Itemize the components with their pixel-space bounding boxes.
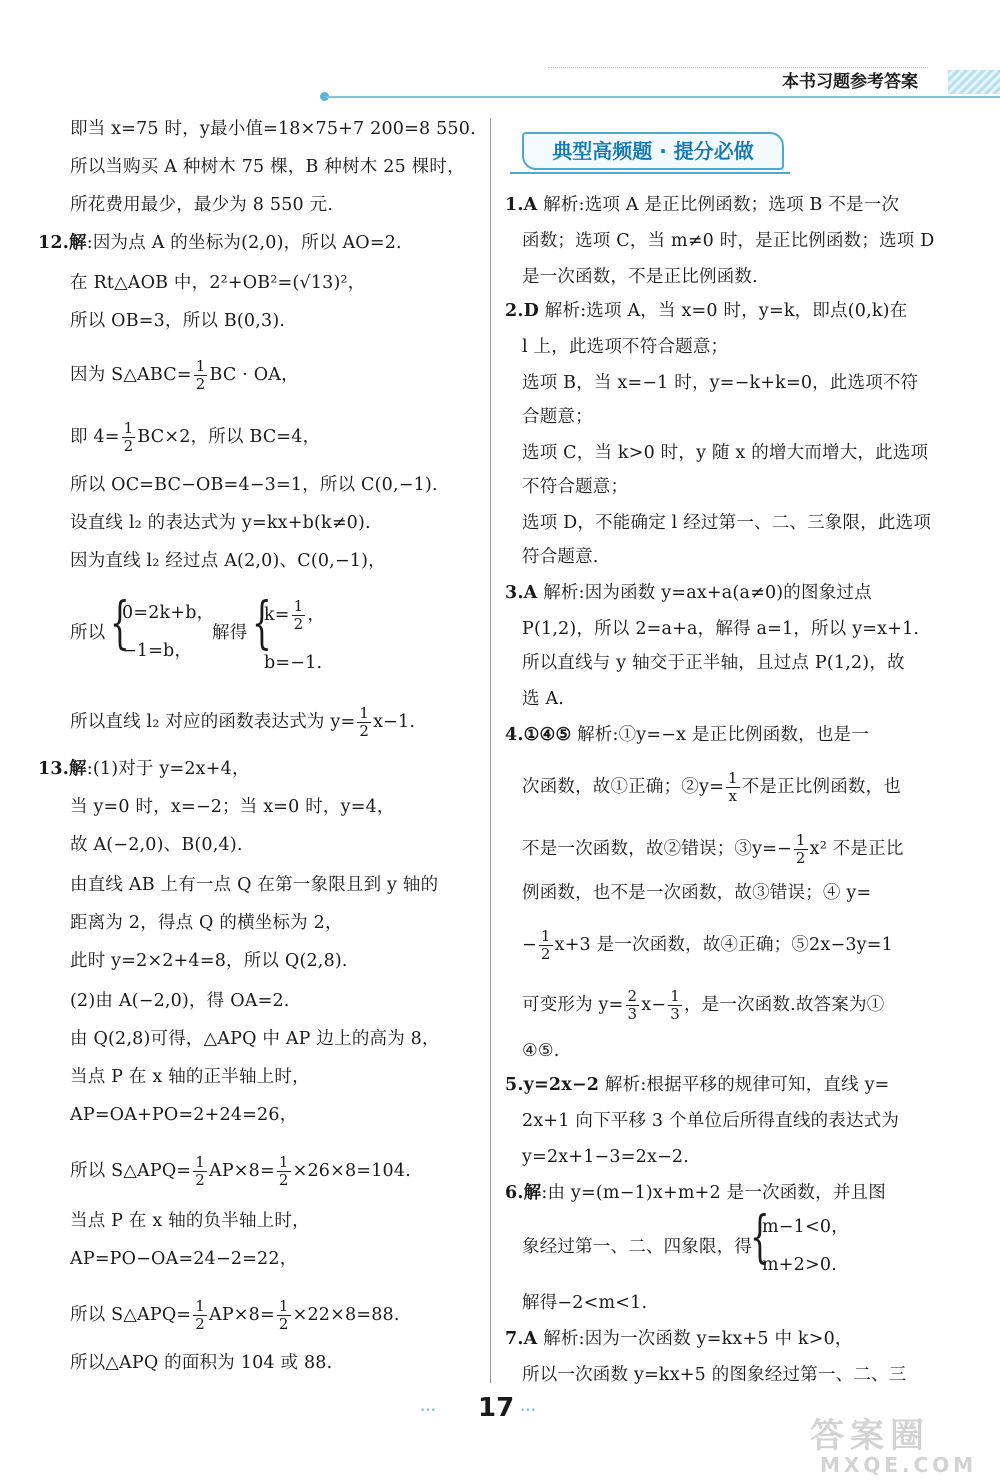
question-3-line: 3.A 解析:因为函数 y=ax+a(a≠0)的图象过点	[505, 583, 872, 603]
section-title: 典型高频题 · 提分必做	[522, 132, 784, 170]
fraction: $\frac{1}{2}$	[540, 927, 551, 963]
column-divider	[490, 118, 491, 1383]
question-number: 12.解	[38, 233, 87, 253]
right-line: 不符合题意；	[522, 477, 629, 497]
left-line: AP=OA+PO=2+24=26，	[70, 1105, 298, 1125]
equation-line: b=−1.	[264, 653, 323, 673]
header-rule	[325, 96, 1000, 98]
left-line: 即 4= $\frac{1}{2}$ BC×2，所以 BC=4，	[70, 419, 321, 455]
left-line: 当点 P 在 x 轴的正半轴上时，	[70, 1067, 310, 1087]
right-line: 选项 D，不能确定 l 经过第一、二、三象限，此选项	[522, 513, 932, 533]
right-line: 2x+1 向下平移 3 个单位后所得直线的表达式为	[522, 1111, 900, 1131]
right-line: 符合题意.	[522, 547, 599, 567]
question-2-line: 2.D 解析:选项 A，当 x=0 时，y=k，即点(0,k)在	[505, 301, 908, 321]
right-line: 选项 B，当 x=−1 时，y=−k+k=0，此选项不符	[522, 373, 919, 393]
page-number: 17	[478, 1393, 515, 1423]
right-line: 所以一次函数 y=kx+5 的图象经过第一、二、三	[522, 1365, 907, 1385]
equation-brace: {	[750, 1205, 770, 1270]
equation-brace: {	[252, 591, 272, 656]
equation-line: 0=2k+b，	[122, 603, 215, 623]
left-line: 所以当购买 A 种树木 75 棵，B 种树木 25 棵时，	[70, 157, 465, 177]
header-title: 本书习题参考答案	[782, 72, 918, 92]
left-line: 所以 OB=3，所以 B(0,3).	[70, 311, 286, 331]
left-line: 距离为 2，得点 Q 的横坐标为 2，	[70, 913, 343, 933]
left-line: 所以	[70, 623, 106, 643]
left-line: 由 Q(2,8)可得，△APQ 中 AP 边上的高为 8，	[70, 1029, 440, 1049]
right-line: 选 A.	[522, 689, 565, 709]
fraction: $\frac{1}{2}$	[359, 704, 370, 740]
fraction: $\frac{2}{3}$	[627, 987, 638, 1023]
question-13-line: 13.解:(1)对于 y=2x+4，	[38, 759, 250, 779]
left-line: 所以 OC=BC−OB=4−3=1，所以 C(0,−1).	[70, 475, 438, 495]
page-number-decoration: •••	[520, 1406, 536, 1416]
question-1-line: 1.A 解析:选项 A 是正比例函数；选项 B 不是一次	[505, 195, 900, 215]
question-7-line: 7.A 解析:因为一次函数 y=kx+5 中 k>0，	[505, 1329, 853, 1349]
left-line: 在 Rt△AOB 中，2²+OB²=(√13)²，	[70, 273, 366, 293]
left-line: 此时 y=2×2+4=8，所以 Q(2,8).	[70, 951, 348, 971]
question-4-line: 4.①④⑤ 解析:①y=−x 是正比例函数，也是一	[505, 725, 869, 745]
right-line: 次函数，故①正确；②y= $\frac{1}{x}$ 不是正比例函数，也	[522, 769, 902, 805]
right-line: 合题意；	[522, 407, 593, 427]
equation-brace: {	[110, 591, 130, 656]
left-line: 故 A(−2,0)、B(0,4).	[70, 835, 243, 855]
question-5-line: 5.y=2x−2 解析:根据平移的规律可知，直线 y=	[505, 1075, 890, 1095]
left-line: 当 y=0 时，x=−2；当 x=0 时，y=4，	[70, 797, 395, 817]
fraction: $\frac{1}{2}$	[123, 419, 134, 455]
left-line: (2)由 A(−2,0)，得 OA=2.	[70, 991, 290, 1011]
left-line: 因为 S△ABC= $\frac{1}{2}$ BC · OA，	[70, 357, 299, 393]
left-line: 所花费用最少，最少为 8 550 元.	[70, 195, 334, 215]
section-underline	[510, 172, 790, 174]
right-line: 不是一次函数，故②错误；③y=− $\frac{1}{2}$ x² 不是正比	[522, 831, 904, 867]
left-line: 因为直线 l₂ 经过点 A(2,0)、C(0,−1)，	[70, 551, 386, 571]
right-line: 所以直线与 y 轴交于正半轴，且过点 P(1,2)，故	[522, 653, 905, 673]
right-line: y=2x+1−3=2x−2.	[522, 1147, 689, 1167]
watermark-logo: 答案圈 MXQE.COM	[810, 1416, 978, 1477]
right-line: − $\frac{1}{2}$ x+3 是一次函数，故④正确；⑤2x−3y=1	[522, 927, 893, 963]
right-line: 是一次函数，不是正比例函数.	[522, 267, 758, 287]
equation-line: k= $\frac{1}{2}$ ，	[264, 597, 326, 633]
right-line: P(1,2)，所以 2=a+a，解得 a=1，所以 y=x+1.	[522, 619, 920, 639]
fraction: $\frac{1}{2}$	[195, 1297, 205, 1333]
question-number: 13.解	[38, 759, 87, 779]
left-line: 由直线 AB 上有一点 Q 在第一象限且到 y 轴的	[70, 875, 439, 895]
right-line: 选项 C，当 k>0 时，y 随 x 的增大而增大，此选项	[522, 443, 929, 463]
left-line: 设直线 l₂ 的表达式为 y=kx+b(k≠0).	[70, 513, 371, 533]
left-line: 所以直线 l₂ 对应的函数表达式为 y= $\frac{1}{2}$ x−1.	[70, 704, 416, 740]
fraction: $\frac{1}{2}$	[278, 1153, 289, 1189]
right-line: 解得−2<m<1.	[522, 1293, 648, 1313]
right-line: l 上，此选项不符合题意；	[522, 337, 729, 357]
header-stripe-decoration	[948, 70, 1000, 94]
right-line: 可变形为 y= $\frac{2}{3}$ x− $\frac{1}{3}$ ，是一次函数.故答案为①	[522, 987, 885, 1023]
equation-line: −1=b，	[122, 641, 193, 661]
left-line: AP=PO−OA=24−2=22，	[70, 1249, 298, 1269]
equation-line: m−1<0，	[762, 1217, 849, 1237]
fraction: $\frac{1}{2}$	[195, 1153, 205, 1189]
right-line: 函数；选项 C，当 m≠0 时，是正比例函数；选项 D	[522, 231, 935, 251]
question-6-line: 6.解:由 y=(m−1)x+m+2 是一次函数，并且图	[505, 1183, 886, 1203]
question-12-line: 12.解:因为点 A 的坐标为(2,0)，所以 AO=2.	[38, 233, 402, 253]
fraction: $\frac{1}{x}$	[727, 769, 738, 805]
right-line: 例函数，也不是一次函数，故③错误；④ y=	[522, 883, 872, 903]
fraction: $\frac{1}{2}$	[278, 1297, 289, 1333]
equation-line: m+2>0.	[762, 1255, 837, 1275]
left-line: 所以 S△APQ= $\frac{1}{2}$ AP×8= $\frac{1}{2}$ ×26×8=104.	[70, 1153, 411, 1189]
left-line: 所以 S△APQ= $\frac{1}{2}$ AP×8= $\frac{1}{2}$ ×22×8=88.	[70, 1297, 400, 1333]
fraction: $\frac{1}{3}$	[670, 987, 680, 1023]
fraction: $\frac{1}{2}$	[195, 357, 206, 393]
page-number-decoration: •••	[420, 1406, 436, 1416]
left-line: 当点 P 在 x 轴的负半轴上时，	[70, 1211, 310, 1231]
right-line: 象经过第一、二、四象限，得	[522, 1237, 753, 1257]
right-line: ④⑤.	[522, 1041, 560, 1061]
left-line: 即当 x=75 时，y最小值=18×75+7 200=8 550.	[70, 119, 476, 139]
left-line: 所以△APQ 的面积为 104 或 88.	[70, 1353, 333, 1373]
fraction: $\frac{1}{2}$	[293, 597, 304, 633]
left-line: 解得	[212, 623, 248, 643]
fraction: $\frac{1}{2}$	[795, 831, 806, 867]
